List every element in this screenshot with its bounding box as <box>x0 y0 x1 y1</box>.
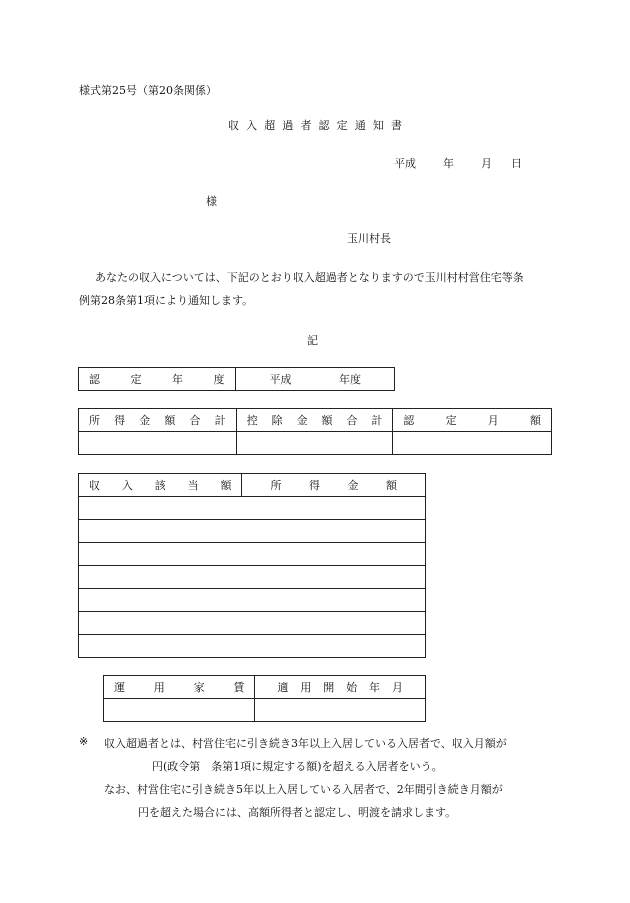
char: 所 <box>270 479 282 492</box>
cert-year-label <box>79 371 235 387</box>
detail-row[interactable] <box>79 497 426 520</box>
cert-year-table <box>78 367 395 391</box>
char: 額 <box>220 479 232 492</box>
detail-row[interactable] <box>79 520 426 543</box>
char: 月 <box>391 681 403 694</box>
cert-year-suffix: 年度 <box>339 373 362 386</box>
char: 合 <box>346 414 358 427</box>
form-number: 様式第25号（第20条関係） <box>79 84 217 97</box>
char: 入 <box>246 119 258 132</box>
char: 得 <box>114 414 126 427</box>
date-month: 月 <box>481 157 492 170</box>
char: 年 <box>172 373 183 386</box>
char: 過 <box>282 119 294 132</box>
deduction-total-cell[interactable] <box>236 432 393 455</box>
note-line-3: なお、村営住宅に引き続き5年以上入居している入居者で、2年間引き続き月額が <box>104 783 503 796</box>
income-header-monthly <box>393 412 551 428</box>
char: 入 <box>121 479 133 492</box>
date-era: 平成 <box>394 157 416 170</box>
detail-row[interactable] <box>79 635 426 658</box>
detail-row[interactable] <box>79 566 426 589</box>
char: 金 <box>347 479 359 492</box>
detail-row[interactable] <box>79 612 426 635</box>
char: 通 <box>354 119 366 132</box>
detail-row[interactable] <box>79 543 426 566</box>
detail-table <box>78 473 426 658</box>
document-title <box>228 117 402 133</box>
note-mark: ※ <box>79 735 89 748</box>
char: 金 <box>139 414 151 427</box>
char: 控 <box>246 414 258 427</box>
income-header-deduction <box>237 412 393 428</box>
char: 書 <box>390 119 402 132</box>
income-total-cell[interactable] <box>79 432 237 455</box>
char: 収 <box>228 119 239 132</box>
char: 計 <box>214 414 226 427</box>
char: 用 <box>153 681 165 694</box>
detail-row[interactable] <box>79 589 426 612</box>
char: 額 <box>529 414 541 427</box>
char: 者 <box>300 119 312 132</box>
char: 収 <box>89 479 100 492</box>
char: 額 <box>164 414 176 427</box>
certified-monthly-cell[interactable] <box>393 432 552 455</box>
note-line-1: 収入超過者とは、村営住宅に引き続き3年以上入居している入居者で、収入月額が <box>104 737 507 750</box>
body-line-2: 例第28条第1項により通知します。 <box>79 294 254 307</box>
char: 始 <box>346 681 358 694</box>
rent-header-rent <box>104 679 254 695</box>
char: 認 <box>318 119 330 132</box>
char: 賃 <box>233 681 245 694</box>
char: 該 <box>154 479 166 492</box>
char: 適 <box>277 681 289 694</box>
start-month-cell[interactable] <box>255 699 426 722</box>
char: 認 <box>403 414 415 427</box>
char: 合 <box>189 414 201 427</box>
date-day: 日 <box>511 157 522 170</box>
char: 当 <box>187 479 199 492</box>
char: 得 <box>308 479 320 492</box>
char: 月 <box>487 414 499 427</box>
body-line-1: あなたの収入については、下記のとおり収入超過者となりますので玉川村村営住宅等条 <box>95 271 524 284</box>
char: 定 <box>336 119 348 132</box>
note-line-4: 円を超えた場合には、高額所得者と認定し、明渡を請求します。 <box>138 806 457 819</box>
char: 家 <box>193 681 205 694</box>
char: 金 <box>296 414 308 427</box>
note-line-2: 円(政令第 条第1項に規定する額)を超える入居者をいう。 <box>152 760 443 773</box>
detail-header-income <box>242 477 425 493</box>
char: 所 <box>89 414 100 427</box>
char: 運 <box>114 681 125 694</box>
char: 定 <box>130 373 142 386</box>
income-table <box>78 408 552 455</box>
sender: 玉川村長 <box>347 232 391 245</box>
char: 除 <box>271 414 283 427</box>
char: 超 <box>264 119 276 132</box>
date-year: 年 <box>443 157 454 170</box>
cert-year-era: 平成 <box>269 373 292 386</box>
char: 度 <box>213 373 225 386</box>
char: 用 <box>300 681 312 694</box>
char: 開 <box>323 681 335 694</box>
record-heading: 記 <box>307 334 318 347</box>
rent-table <box>103 675 426 722</box>
char: 計 <box>371 414 383 427</box>
addressee-suffix: 様 <box>206 195 217 208</box>
char: 定 <box>445 414 457 427</box>
char: 年 <box>369 681 381 694</box>
rent-value-cell[interactable] <box>104 699 255 722</box>
char: 認 <box>89 373 100 386</box>
char: 額 <box>385 479 397 492</box>
rent-header-start <box>255 679 425 695</box>
detail-header-applicable <box>79 477 241 493</box>
char: 知 <box>372 119 384 132</box>
char: 額 <box>321 414 333 427</box>
income-header-total <box>79 412 236 428</box>
